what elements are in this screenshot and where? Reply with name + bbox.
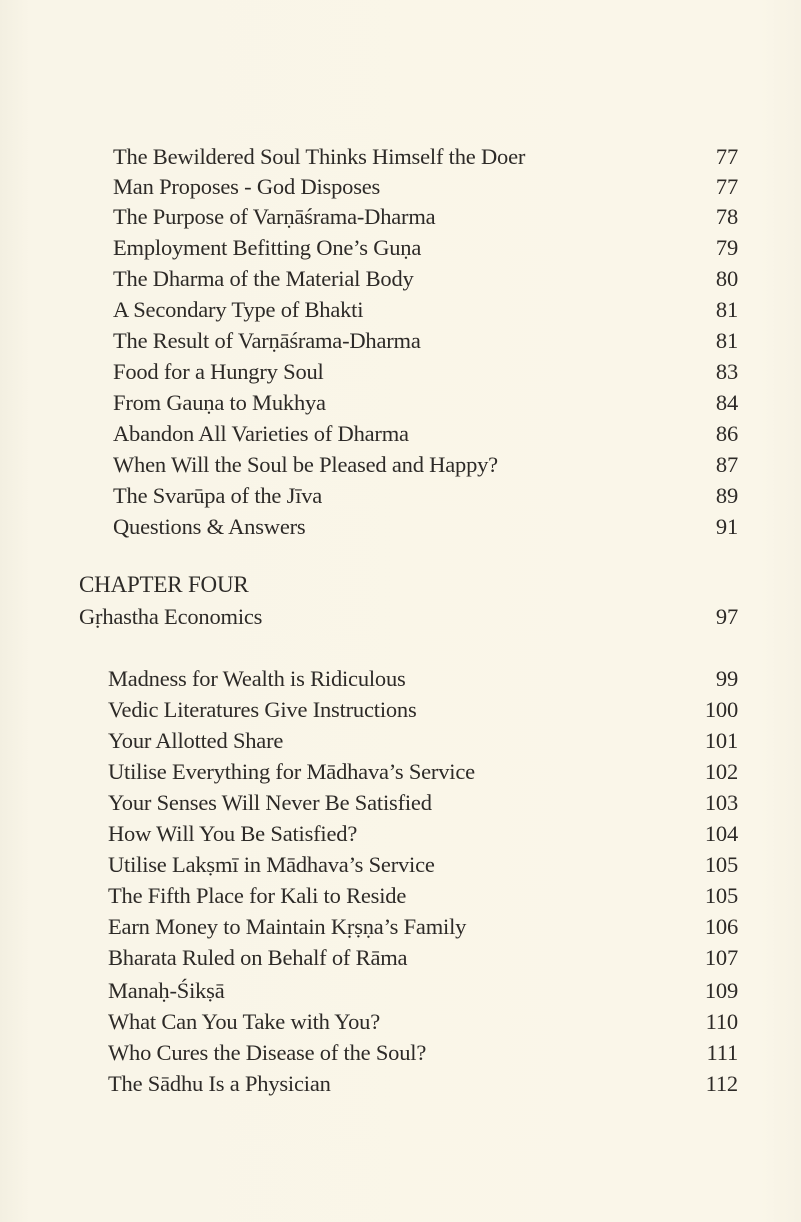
toc-entry bbox=[113, 202, 738, 232]
toc-entry-page: 77 bbox=[715, 174, 738, 199]
toc-entry-title: What Can You Take with You? bbox=[108, 1009, 380, 1034]
toc-entry-page: 77 bbox=[715, 144, 738, 169]
toc-entry-page: 112 bbox=[705, 1071, 738, 1096]
toc-entry bbox=[108, 1038, 738, 1068]
toc-entry-title: Questions & Answers bbox=[113, 514, 306, 539]
toc-entry-title: Utilise Lakṣmī in Mādhava’s Service bbox=[108, 852, 435, 877]
toc-entry-title: The Dharma of the Material Body bbox=[113, 266, 414, 291]
toc-entry bbox=[113, 172, 738, 202]
toc-entry-page: 84 bbox=[715, 390, 738, 415]
toc-entry-title: The Svarūpa of the Jīva bbox=[113, 483, 323, 508]
toc-entry bbox=[113, 357, 738, 387]
toc-entry-title: The Sādhu Is a Physician bbox=[108, 1071, 331, 1096]
toc-entry-page: 86 bbox=[715, 421, 738, 446]
toc-entry-title: The Purpose of Varṇāśrama-Dharma bbox=[113, 204, 436, 229]
toc-entry-title: Manaḥ-Śikṣā bbox=[108, 978, 225, 1003]
toc-entry bbox=[113, 264, 738, 294]
toc-entry bbox=[113, 142, 738, 172]
toc-entry-title: From Gauṇa to Mukhya bbox=[113, 390, 326, 415]
toc-entry-page: 107 bbox=[704, 945, 738, 970]
toc-entry-page: 105 bbox=[704, 852, 738, 877]
toc-entry-title: Abandon All Varieties of Dharma bbox=[113, 421, 409, 446]
chapter-title: Gṛhastha Economics bbox=[79, 604, 263, 629]
toc-entry-page: 91 bbox=[715, 514, 738, 539]
toc-entry bbox=[108, 695, 738, 725]
toc-entry bbox=[108, 943, 738, 973]
toc-entry-page: 109 bbox=[704, 978, 738, 1003]
toc-entry bbox=[113, 450, 738, 480]
toc-entry-title: When Will the Soul be Pleased and Happy? bbox=[113, 452, 498, 477]
toc-entry-page: 110 bbox=[705, 1009, 738, 1034]
toc-entry-page: 105 bbox=[704, 883, 738, 908]
toc-entry-page: 104 bbox=[704, 821, 738, 846]
toc-entry-page: 78 bbox=[715, 204, 738, 229]
toc-entry bbox=[108, 976, 738, 1006]
toc-entry-page: 102 bbox=[704, 759, 738, 784]
chapter-label: CHAPTER FOUR bbox=[79, 572, 249, 597]
toc-entry bbox=[108, 819, 738, 849]
toc-entry bbox=[113, 233, 738, 263]
toc-entry bbox=[108, 881, 738, 911]
toc-entry-title: Your Allotted Share bbox=[108, 728, 284, 753]
toc-entry bbox=[113, 481, 738, 511]
toc-entry-title: Your Senses Will Never Be Satisfied bbox=[108, 790, 432, 815]
toc-entry-page: 79 bbox=[715, 235, 738, 260]
toc-entry-title: The Result of Varṇāśrama-Dharma bbox=[113, 328, 421, 353]
toc-entry-title: Vedic Literatures Give Instructions bbox=[108, 697, 417, 722]
toc-entry-page: 89 bbox=[715, 483, 738, 508]
toc-entry-page: 106 bbox=[704, 914, 738, 939]
toc-entry bbox=[113, 326, 738, 356]
toc-entry-title: Employment Befitting One’s Guṇa bbox=[113, 235, 422, 260]
toc-entry-page: 80 bbox=[715, 266, 738, 291]
toc-entry-title: The Bewildered Soul Thinks Himself the Doer bbox=[113, 144, 526, 169]
toc-entry-title: Bharata Ruled on Behalf of Rāma bbox=[108, 945, 408, 970]
toc-entry-title: Madness for Wealth is Ridiculous bbox=[108, 666, 406, 691]
toc-entry-page: 103 bbox=[704, 790, 738, 815]
toc-entry-page: 101 bbox=[704, 728, 738, 753]
toc-entry-page: 81 bbox=[715, 297, 738, 322]
toc-entry-page: 100 bbox=[704, 697, 738, 722]
toc-entry bbox=[108, 726, 738, 756]
toc-entry-title: Utilise Everything for Mādhava’s Service bbox=[108, 759, 475, 784]
toc-entry-title: Food for a Hungry Soul bbox=[113, 359, 324, 384]
toc-entry-title: The Fifth Place for Kali to Reside bbox=[108, 883, 407, 908]
toc-entry bbox=[113, 295, 738, 325]
toc-entry-page: 81 bbox=[715, 328, 738, 353]
toc-entry-page: 83 bbox=[715, 359, 738, 384]
chapter-page: 97 bbox=[715, 604, 738, 629]
toc-entry bbox=[108, 850, 738, 880]
chapter-title-entry bbox=[79, 602, 738, 632]
toc-entry bbox=[113, 419, 738, 449]
toc-entry-title: Earn Money to Maintain Kṛṣṇa’s Family bbox=[108, 914, 467, 939]
toc-entry-title: How Will You Be Satisfied? bbox=[108, 821, 358, 846]
toc-entry bbox=[108, 912, 738, 942]
toc-entry-title: Who Cures the Disease of the Soul? bbox=[108, 1040, 427, 1065]
toc-entry bbox=[108, 1007, 738, 1037]
toc-entry bbox=[108, 1069, 738, 1099]
toc-entry bbox=[113, 388, 738, 418]
toc-entry bbox=[108, 664, 738, 694]
toc-entry-title: Man Proposes - God Disposes bbox=[113, 174, 381, 199]
toc-entry-page: 99 bbox=[715, 666, 738, 691]
toc-entry bbox=[108, 788, 738, 818]
toc-entry-title: A Secondary Type of Bhakti bbox=[113, 297, 364, 322]
toc-entry-page: 87 bbox=[715, 452, 738, 477]
toc-entry-page: 111 bbox=[706, 1040, 738, 1065]
toc-entry bbox=[113, 512, 738, 542]
toc-entry bbox=[108, 757, 738, 787]
